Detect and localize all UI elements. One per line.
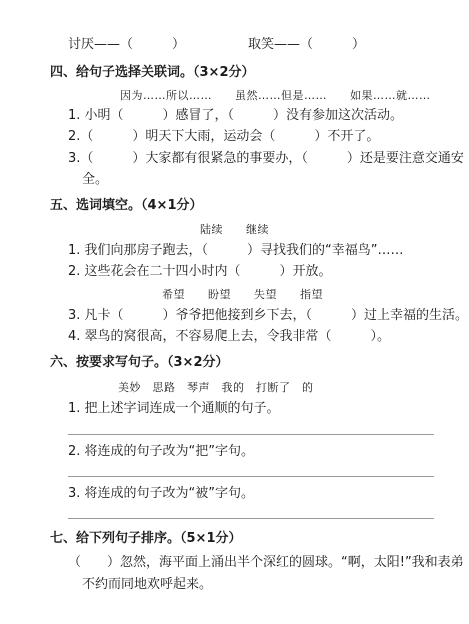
antonym-quxiao: 取笑——（ ）: [248, 37, 366, 52]
section-5-word-bank-2: 希望 盼望 失望 指望: [162, 288, 323, 301]
section-5-title: 五、选词填空。（4×1分）: [50, 198, 203, 213]
section-7-q1: （ ）忽然，海平面上涌出半个深红的圆球。“啊，太阳!”我和表弟: [68, 555, 464, 570]
section-6-word-bank: 美妙 思路 琴声 我的 打断了 的: [118, 381, 314, 394]
section-6-q3: 3. 将连成的句子改为“被”字句。: [68, 486, 255, 501]
section-7-title: 七、给下列句子排序。（5×1分）: [50, 531, 242, 546]
section-6-q1: 1. 把上述字词连成一个通顺的句子。: [68, 401, 280, 416]
section-5-q1: 1. 我们向那房子跑去，（ ）寻找我们的“幸福鸟”……: [68, 243, 404, 258]
section-7-q1-cont: 不约而同地欢呼起来。: [82, 577, 213, 592]
section-4-q3-cont: 全。: [82, 172, 109, 187]
section-5-q3: 3. 凡卡（ ）爷爷把他接到乡下去，（ ）过上幸福的生活。: [68, 308, 469, 323]
section-4-q2: 2.（ ）明天下大雨，运动会（ ）不开了。: [68, 129, 380, 144]
section-4-q3: 3.（ ）大家都有很紧急的事要办，（ ）还是要注意交通安: [68, 151, 464, 166]
section-5-q4: 4. 翠鸟的窝很高，不容易爬上去，令我非常（ ）。: [68, 329, 391, 344]
antonym-taoyan: 讨厌——（ ）: [68, 37, 186, 52]
section-4-q1: 1. 小明（ ）感冒了，（ ）没有参加这次活动。: [68, 108, 404, 123]
section-6-title: 六、按要求写句子。（3×2分）: [50, 355, 229, 370]
answer-line-3: [68, 518, 434, 519]
answer-line-2: [68, 476, 434, 477]
section-5-word-bank-1: 陆续 继续: [200, 223, 269, 236]
section-4-word-bank: 因为……所以…… 虽然……但是…… 如果……就……: [120, 89, 431, 102]
section-4-title: 四、给句子选择关联词。（3×2分）: [50, 65, 255, 80]
answer-line-1: [68, 434, 434, 435]
section-6-q2: 2. 将连成的句子改为“把”字句。: [68, 444, 255, 459]
section-5-q2: 2. 这些花会在二十四小时内（ ）开放。: [68, 264, 332, 279]
